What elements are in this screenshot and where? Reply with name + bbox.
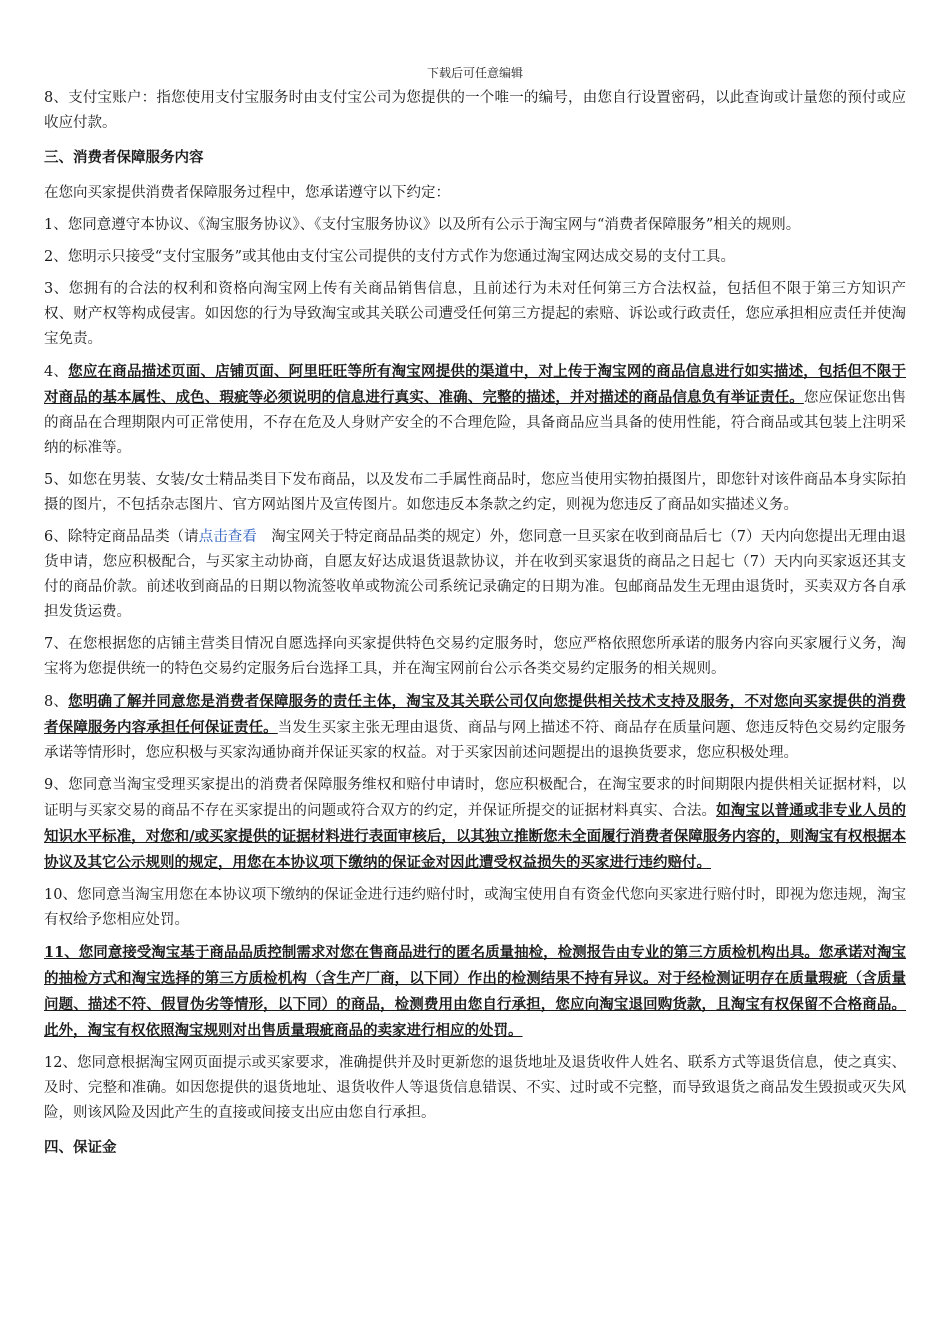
clause-6-text-a: 6、除特定商品品类（请 [44,529,199,545]
clause-9-text: 9、您同意当淘宝受理买家提出的消费者保障服务维权和赔付申请时，您应积极配合，在淘宝要求的时间期限内提供相关证据材料，以证明与买家交易的商品不存在买家提出的问题或符合双方的约定，并保证所提交的证据材料真实、合法。 [44,777,906,819]
clause-6 [44,525,906,625]
section-4-heading: 四、保证金 [44,1139,117,1156]
clause-6-text-b: 淘宝网关于特定商品品类的规定）外，您同意一旦买家在收到商品后七（7）天内向您提出无理由退货申请，您应积极配合，与买家主动协商，自愿友好达成退货退款协议，并在收到买家退货的商品之日起七（7）天内向买家返还其支付的商品价款。前述收到商品的日期以物流签收单或物流公司系统记录确定的日期为准。包邮商品发生无理由退货时，买卖双方各自承担发货运费。 [44,529,906,620]
section-3-heading: 三、消费者保障服务内容 [44,149,204,166]
click-to-view-link[interactable]: 点击查看 [198,529,257,545]
clause-4-number: 4、 [44,364,69,380]
clause-8-emphasis: 您明确了解并同意您是消费者保障服务的责任主体，淘宝及其关联公司仅向您提供相关技术支持及服务，不对您向买家提供的消费者保障服务内容承担任何保证责任。 [44,693,906,736]
clause-3: 3、您拥有的合法的权利和资格向淘宝网上传有关商品销售信息，且前述行为未对任何第三方合法权益，包括但不限于第三方知识产权、财产权等构成侵害。如因您的行为导致淘宝或其关联公司遭受任何第三方提起的索赔、诉讼或行政责任，您应承担相应责任并使淘宝免责。 [44,281,906,347]
clause-11 [44,940,906,1044]
clause-4-emphasis: 您应在商品描述页面、店铺页面、阿里旺旺等所有淘宝网提供的渠道中，对上传于淘宝网的商品信息进行如实描述，包括但不限于对商品的基本属性、成色、瑕疵等必须说明的信息进行真实、准确、完整的描述，并对描述的商品信息负有举证责任。 [44,363,906,406]
clause-4 [44,359,906,461]
clause-8-alipay-account: 8、支付宝账户：指您使用支付宝服务时由支付宝公司为您提供的一个唯一的编号，由您自行设置密码，以此查询或计量您的预付或应收应付款。 [44,90,906,131]
clause-8 [44,689,906,766]
clause-7: 7、在您根据您的店铺主营类目情况自愿选择向买家提供特色交易约定服务时，您应严格依照您所承诺的服务内容向买家履行义务，淘宝将为您提供统一的特色交易约定服务后台选择工具，并在淘宝网前台公示各类交易约定服务的相关规则。 [44,636,906,677]
clause-12: 12、您同意根据淘宝网页面提示或买家要求，准确提供并及时更新您的退货地址及退货收件人姓名、联系方式等退货信息，使之真实、及时、完整和准确。如因您提供的退货地址、退货收件人等退货信息错误、不实、过时或不完整，而导致退货之商品发生毁损或灭失风险，则该风险及因此产生的直接或间接支出应由您自行承担。 [44,1055,906,1121]
clause-1: 1、您同意遵守本协议、《淘宝服务协议》、《支付宝服务协议》以及所有公示于淘宝网与“消费者保障服务”相关的规则。 [44,217,801,233]
section-3-intro: 在您向买家提供消费者保障服务过程中，您承诺遵守以下约定： [44,185,450,201]
document-body [44,86,906,1171]
clause-2: 2、您明示只接受“支付宝服务”或其他由支付宝公司提供的支付方式作为您通过淘宝网达成交易的支付工具。 [44,249,736,265]
clause-4-text: 您应保证您出售的商品在合理期限内可正常使用，不存在危及人身财产安全的不合理危险，具备商品应当具备的使用性能，符合商品或其包装上注明采纳的标准等。 [44,390,907,456]
clause-5: 5、如您在男装、女装/女士精品类目下发布商品，以及发布二手属性商品时，您应当使用实物拍摄图片，即您针对该件商品本身实际拍摄的图片，不包括杂志图片、官方网站图片及宣传图片。如您违反本条款之约定，则视为您违反了商品如实描述义务。 [44,472,906,513]
clause-9 [44,773,906,876]
clause-8-text: 当发生买家主张无理由退货、商品与网上描述不符、商品存在质量问题、您违反特色交易约定服务承诺等情形时，您应积极与买家沟通协商并保证买家的权益。对于买家因前述问题提出的退换货要求，您应积极处理。 [44,720,906,761]
clause-8-number: 8、 [44,694,69,710]
clause-11-emphasis: 11、您同意接受淘宝基于商品品质控制需求对您在售商品进行的匿名质量抽检，检测报告由专业的第三方质检机构出具。您承诺对淘宝的抽检方式和淘宝选择的第三方质检机构（含生产厂商，以下同）作出的检测结果不持有异议。对于经检测证明存在质量瑕疵（含质量问题、描述不符、假冒伪劣等情形，以下同）的商品，检测费用由您自行承担，您应向淘宝退回购货款，且淘宝有权保留不合格商品。此外，淘宝有权依照淘宝规则对出售质量瑕疵商品的卖家进行相应的处罚。 [44,944,906,1039]
page-header: 下载后可任意编辑 [426,66,523,80]
clause-10: 10、您同意当淘宝用您在本协议项下缴纳的保证金进行违约赔付时，或淘宝使用自有资金代您向买家进行赔付时，即视为您违规，淘宝有权给予您相应处罚。 [44,887,906,928]
clause-9-emphasis: 如淘宝以普通或非专业人员的知识水平标准，对您和/或买家提供的证据材料进行表面审核后，以其独立推断您未全面履行消费者保障服务内容的，则淘宝有权根据本协议及其它公示规则的规定，用您在本协议项下缴纳的保证金对因此遭受权益损失的买家进行违约赔付。 [44,802,907,871]
